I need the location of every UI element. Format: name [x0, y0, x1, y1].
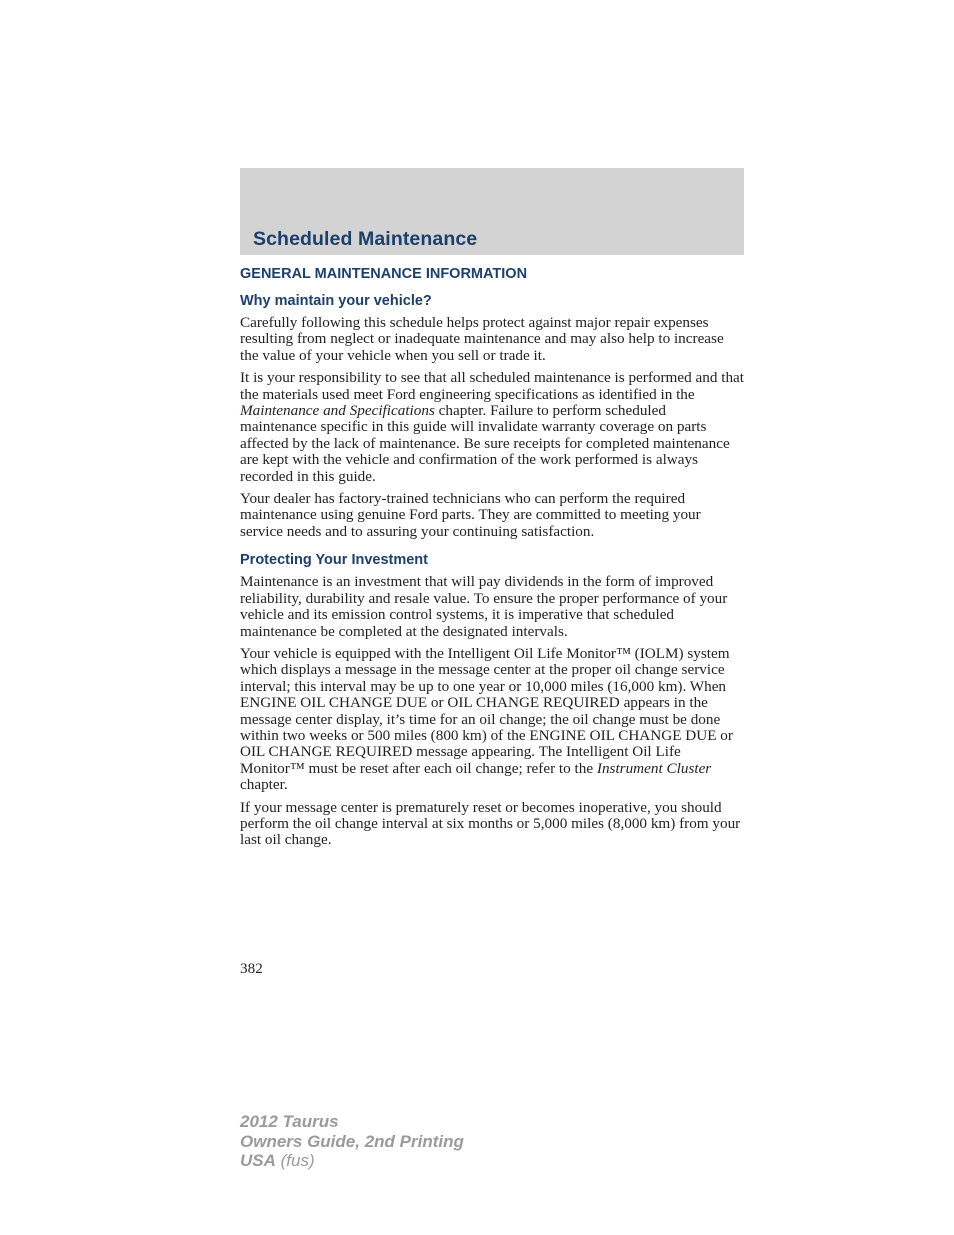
footer-region-line: USA (fus): [240, 1151, 315, 1170]
footer-model-line: 2012 Taurus: [240, 1112, 339, 1131]
subsection-title-why-maintain: Why maintain your vehicle?: [240, 293, 432, 309]
chapter-reference: Maintenance and Specifications: [240, 402, 435, 420]
paragraph: Carefully following this schedule helps protect against major repair expenses resulting from neglect or inadequate maintenance and may also help to increase the value of your vehicle when you sell or trade it.: [240, 314, 724, 364]
footer-guide-line: Owners Guide, 2nd Printing: [240, 1131, 464, 1151]
paragraph: If your message center is prematurely reset or becomes inoperative, you should perform the oil change interval at six months or 5,000 miles (8,000 km) from your last oil change.: [240, 798, 741, 849]
chapter-title: Scheduled Maintenance: [253, 228, 478, 250]
subsection-title-protecting-investment: Protecting Your Investment: [240, 552, 428, 569]
paragraph: Your vehicle is equipped with the Intelligent Oil Life Monitor™ (IOLM) system which displays a message in the message center at the proper oil change service interval; this interval may be up to one year or 10,000 miles (16,000 km). When ENGINE OIL CHANGE DUE or OIL CHANGE REQUIRED appears in the message center display, it’s time for an oil change; the oil change must be done within two weeks or 500 miles (800 km) of the ENGINE OIL CHANGE DUE or OIL CHANGE REQUIRED message appearing. The Intelligent Oil Life Monitor™ must be reset after each oil change; refer to the Instrument Cluster chapter.: [240, 644, 733, 794]
chapter-header-band: [240, 168, 744, 255]
paragraph: Maintenance is an investment that will pay dividends in the form of improved reliability, durability and resale value. To ensure the proper performance of your vehicle and its emission control systems, it is imperative that scheduled maintenance be completed at the designated intervals.: [240, 573, 728, 640]
section-title: GENERAL MAINTENANCE INFORMATION: [240, 266, 528, 282]
paragraph: Your dealer has factory-trained technicians who can perform the required maintenance using genuine Ford parts. They are committed to meeting your service needs and to assuring your continuing satisfaction.: [240, 490, 701, 540]
document-footer: [240, 1112, 464, 1171]
paragraph: It is your responsibility to see that all scheduled maintenance is performed and that the materials used meet Ford engineering specifications as identified in the Maintenance and Specifications chapter. Failure to perform scheduled maintenance specific in this guide will invalidate warranty coverage on parts affected by the lack of maintenance. Be sure receipts for completed maintenance are kept with the vehicle and confirmation of the work performed is always recorded in this guide.: [240, 369, 744, 485]
chapter-reference: Instrument Cluster: [596, 759, 712, 777]
page-number: 382: [240, 960, 263, 977]
page-content: [240, 266, 744, 855]
